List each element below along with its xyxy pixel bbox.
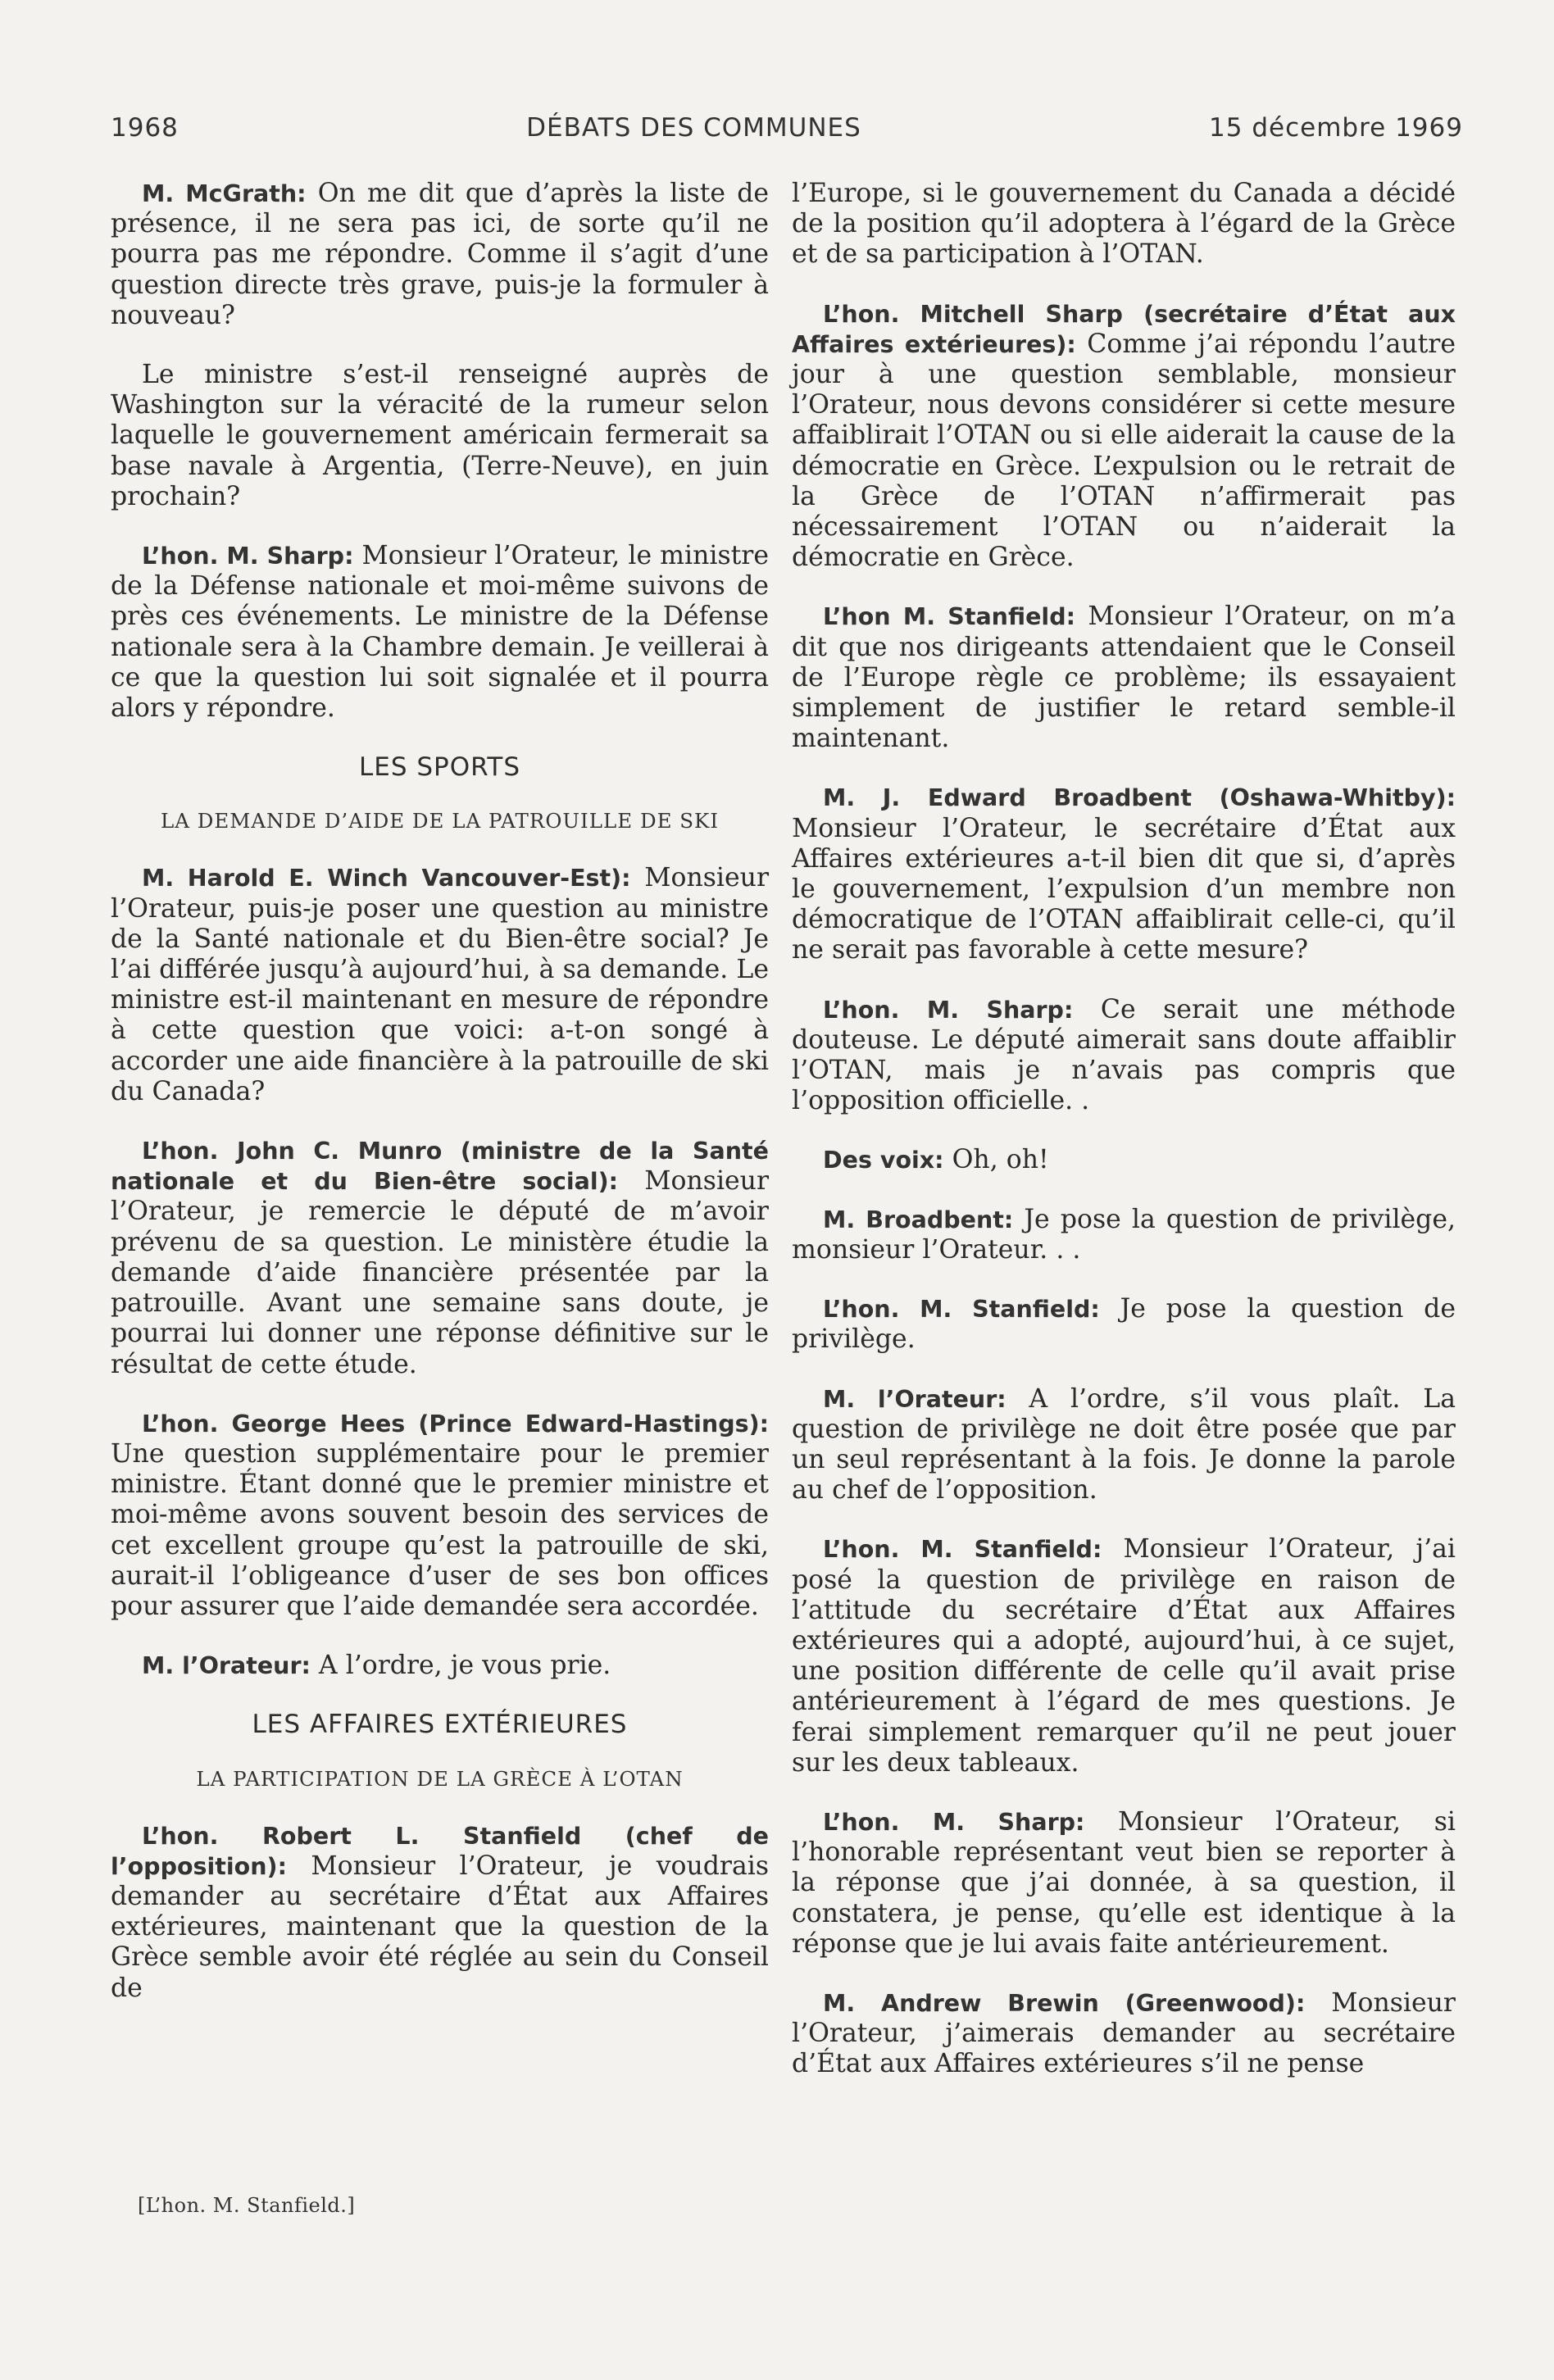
paragraph (111, 1409, 769, 1622)
paragraph (792, 1205, 1456, 1265)
paragraph (111, 1821, 769, 2004)
paragraph-text: Monsieur l’Orateur, le ministre de la Défense nationale et moi-même suivons de près ces événements. Le ministre de la Défense nationale sera à la Chambre demain. Je veillerai à ce que la question lui soit signalée et il pourra alors y répondre. (111, 541, 770, 724)
page-footer: [L’hon. M. Stanfield.] (138, 2194, 356, 2217)
speaker-name: L’hon. M. Sharp: (142, 543, 354, 570)
section-heading: LES AFFAIRES EXTÉRIEURES (252, 1710, 628, 1740)
speaker-name: M. McGrath: (142, 180, 307, 207)
paragraph-text: Je pose la question de privilège, monsieur l’Orateur. . . (792, 1204, 1456, 1265)
speaker-name: L’hon. M. Sharp: (823, 1808, 1085, 1836)
paragraph-text: Monsieur l’Orateur, j’aimerais demander au secrétaire d’État aux Affaires extérieures s’il ne pense (792, 1987, 1456, 2079)
paragraph (792, 299, 1456, 574)
speaker-name: M. Harold E. Winch Vancouver-Est): (142, 865, 631, 892)
speaker-name: L’hon. M. Sharp: (823, 996, 1074, 1024)
paragraph-text: Monsieur l’Orateur, je voudrais demander au secrétaire d’État aux Affaires extérieures, maintenant que la question de la Grèce semble avoir été réglée au sein du Conseil de (111, 1851, 769, 2003)
speaker-name: Des voix: (823, 1147, 944, 1174)
paragraph-text: Une question supplémentaire pour le premier ministre. Étant donné que le premier ministre et moi-même avons souvent besoin des services de cet excellent groupe qu’est la patrouille de ski, aurait-il l’obligeance d’user de ses bon offices pour assurer que l’aide demandée sera accordée. (111, 1438, 769, 1621)
section-subheading: LA DEMANDE D’AIDE DE LA PATROUILLE DE SKI (160, 809, 720, 833)
speaker-name: L’hon. Mitchell Sharp (secrétaire d’État aux Affaires extérieures): (792, 300, 1456, 358)
section-subheading: LA PARTICIPATION DE LA GRÈCE À L’OTAN (196, 1766, 684, 1791)
paragraph (792, 783, 1456, 965)
speaker-name: L’hon. M. Stanfield: (823, 1536, 1102, 1564)
speaker-name: M. Andrew Brewin (Greenwood): (823, 1989, 1306, 2017)
paragraph (111, 863, 769, 1107)
speaker-name: M. J. Edward Broadbent (Oshawa-Whitby): (823, 784, 1456, 812)
speaker-name: L’hon. John C. Munro (ministre de la Santé nationale et du Bien-être social): (111, 1138, 769, 1196)
publication-title: DÉBATS DES COMMUNES (526, 113, 861, 143)
page-number: 1968 (111, 113, 179, 143)
paragraph-text: A l’ordre, je vous prie. (310, 1651, 611, 1681)
speaker-name: M. Broadbent: (823, 1206, 1014, 1233)
paragraph-text: Monsieur l’Orateur, si l’honorable représentant veut bien se reporter à la réponse que j’ai donnée, à sa question, il constatera, je pense, qu’elle est identique à la réponse que je lui avais faite antérieurement. (792, 1806, 1456, 1959)
paragraph-text: Monsieur l’Orateur, on m’a dit que nos dirigeants attendaient que le Conseil de l’Europe règle ce problème; ils essayaient simplement de justifier le retard semble-il maintenant. (792, 602, 1456, 754)
paragraph (111, 1651, 769, 1681)
paragraph (792, 1988, 1456, 2080)
paragraph-text: Oh, oh! (943, 1145, 1049, 1175)
page-header (111, 113, 1463, 143)
paragraph (792, 1145, 1456, 1175)
section-heading: LES SPORTS (358, 752, 521, 783)
speaker-name: L’hon. M. Stanfield: (823, 1296, 1100, 1324)
right-column (792, 179, 1456, 2109)
paragraph (792, 1384, 1456, 1506)
paragraph: l’Europe, si le gouvernement du Canada a décidé de la position qu’il adoptera à l’égard de la Grèce et de sa participation à l’OTAN. (792, 179, 1456, 270)
paragraph (792, 995, 1456, 1117)
speaker-name: L’hon M. Stanfield: (823, 603, 1075, 631)
speaker-name: M. l’Orateur: (142, 1652, 311, 1680)
paragraph-text: Monsieur l’Orateur, le secrétaire d’État aux Affaires extérieures a-t-il bien dit que si, d’après le gouvernement, l’expulsion d’un membre non démocratique de l’OTAN affaiblirait celle-ci, qu’il ne serait pas favorable à cette mesure? (792, 813, 1456, 965)
left-column (111, 179, 769, 2033)
paragraph-text: Ce serait une méthode douteuse. Le député aimerait sans doute affaiblir l’OTAN, mais je n’avais pas compris que l’opposition officielle. . (792, 994, 1456, 1116)
paragraph-text: Monsieur l’Orateur, j’ai posé la question de privilège en raison de l’attitude du secrétaire d’État aux Affaires extérieures qui a adopté, aujourd’hui, à ce sujet, une position différente de celle qu’il avait prise antérieurement à l’égard de mes questions. Je ferai simplement remarquer qu’il ne peut jouer sur les deux tableaux. (792, 1534, 1456, 1778)
paragraph-text: Comme j’ai répondu l’autre jour à une question semblable, monsieur l’Orateur, nous devons considérer si cette mesure affaiblirait l’OTAN ou si elle aiderait la cause de la démocratie en Grèce. L’expulsion ou le retrait de la Grèce de l’OTAN n’affirmerait pas nécessairement l’OTAN ou n’aiderait la démocratie en Grèce. (792, 329, 1456, 573)
paragraph (792, 1807, 1456, 1960)
paragraph (792, 1294, 1456, 1355)
paragraph (792, 602, 1456, 754)
paragraph-text: Monsieur l’Orateur, je remercie le député de m’avoir prévenu de sa question. Le ministère étudie la demande d’aide financière présentée par la patrouille. Avant une semaine sans doute, je pourrai lui donner une réponse définitive sur le résultat de cette étude. (111, 1166, 770, 1379)
publication-date: 15 décembre 1969 (1209, 113, 1463, 143)
paragraph (111, 541, 769, 724)
paragraph (792, 1534, 1456, 1778)
paragraph-text: Je pose la question de privilège. (792, 1294, 1456, 1355)
speaker-name: L’hon. George Hees (Prince Edward-Hastings): (142, 1410, 769, 1438)
speaker-name: M. l’Orateur: (823, 1385, 1006, 1413)
paragraph (111, 1136, 769, 1380)
paragraph (111, 179, 769, 331)
paragraph: Le ministre s’est-il renseigné auprès de Washington sur la véracité de la rumeur selon laquelle le gouvernement américain fermerait sa base navale à Argentia, (Terre-Neuve), en juin prochain? (111, 360, 769, 511)
paragraph-text: Monsieur l’Orateur, puis-je poser une question au ministre de la Santé nationale et du Bien-être social? Je l’ai différée jusqu’à aujourd’hui, à sa demande. Le ministre est-il maintenant en mesure de répondre à cette question que voici: a-t-on songé à accorder une aide financière à la patrouille de ski du Canada? (111, 863, 769, 1106)
speaker-name: L’hon. Robert L. Stanfield (chef de l’opposition): (111, 1822, 769, 1880)
paragraph-text: On me dit que d’après la liste de présence, il ne sera pas ici, de sorte qu’il ne pourra pas me répondre. Comme il s’agit d’une question directe très grave, puis-je la formuler à nouveau? (111, 179, 769, 330)
paragraph-text: A l’ordre, s’il vous plaît. La question de privilège ne doit être posée que par un seul représentant à la fois. Je donne la parole au chef de l’opposition. (792, 1383, 1456, 1506)
